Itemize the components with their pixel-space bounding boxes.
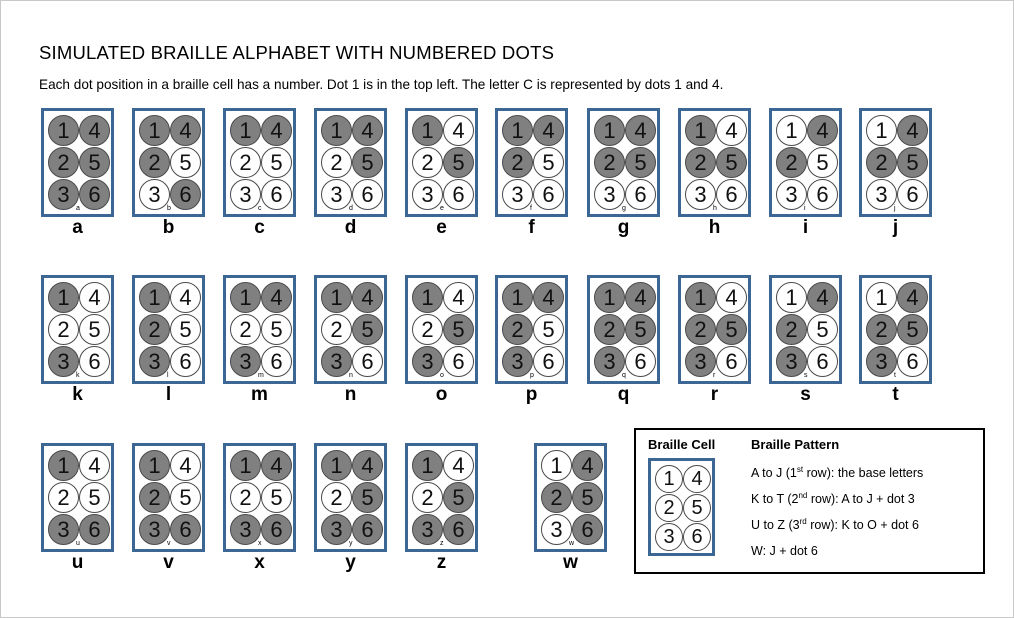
braille-dot-2: 2 — [594, 147, 625, 178]
legend-dot-2: 2 — [655, 494, 683, 522]
braille-dot-4: 4 — [79, 115, 110, 146]
legend-dot-6: 6 — [683, 523, 711, 551]
braille-dot-2: 2 — [685, 147, 716, 178]
braille-dot-4: 4 — [533, 282, 564, 313]
braille-dot-3: 3 — [230, 514, 261, 545]
braille-cell-v — [132, 443, 205, 552]
braille-dot-6: 6 — [261, 179, 292, 210]
braille-dot-2: 2 — [321, 482, 352, 513]
legend-row-text: W: J + dot 6 — [751, 544, 818, 559]
braille-dot-5: 5 — [443, 314, 474, 345]
braille-dot-1: 1 — [412, 450, 443, 481]
braille-dot-3: 3 — [321, 514, 352, 545]
braille-dot-1: 1 — [139, 282, 170, 313]
cell-small-letter: w — [569, 540, 575, 547]
braille-dot-2: 2 — [685, 314, 716, 345]
letter-label-c: c — [254, 217, 265, 238]
braille-cell-f — [495, 108, 568, 217]
legend-row-text: K to T (2 — [751, 492, 799, 507]
letter-label-a: a — [72, 217, 83, 238]
braille-dot-5: 5 — [533, 314, 564, 345]
braille-dot-5: 5 — [261, 482, 292, 513]
braille-dot-4: 4 — [897, 282, 928, 313]
letter-label-f: f — [528, 217, 535, 238]
legend-row — [751, 465, 923, 480]
cell-small-letter: y — [349, 540, 353, 547]
letter-label-i: i — [802, 217, 809, 238]
braille-dot-1: 1 — [412, 115, 443, 146]
cell-small-letter: a — [76, 205, 80, 212]
braille-dot-5: 5 — [807, 314, 838, 345]
braille-dot-6: 6 — [170, 514, 201, 545]
braille-dot-4: 4 — [170, 450, 201, 481]
page-subtitle: Each dot position in a braille cell has a number. Dot 1 is in the top left. The letter C is represented by dots 1 and 4. — [39, 77, 724, 92]
letter-label-u: u — [71, 552, 84, 573]
braille-dot-2: 2 — [866, 147, 897, 178]
braille-dot-5: 5 — [170, 482, 201, 513]
braille-dot-5: 5 — [443, 147, 474, 178]
braille-dot-6: 6 — [897, 346, 928, 377]
letter-label-t: t — [892, 384, 899, 405]
braille-cell-x — [223, 443, 296, 552]
braille-dot-6: 6 — [170, 179, 201, 210]
cell-small-letter: t — [894, 372, 896, 379]
braille-dot-5: 5 — [807, 147, 838, 178]
legend-row-text: row): A to J + dot 3 — [807, 492, 915, 507]
page-title: SIMULATED BRAILLE ALPHABET WITH NUMBERED DOTS — [39, 42, 555, 63]
legend-row-sup: rd — [799, 517, 807, 526]
braille-dot-5: 5 — [443, 482, 474, 513]
letter-label-y: y — [345, 552, 356, 573]
braille-dot-3: 3 — [139, 346, 170, 377]
braille-dot-4: 4 — [443, 115, 474, 146]
braille-dot-3: 3 — [139, 514, 170, 545]
braille-cell-w — [534, 443, 607, 552]
braille-dot-4: 4 — [533, 115, 564, 146]
braille-dot-4: 4 — [261, 450, 292, 481]
legend-row-text: row): K to O + dot 6 — [806, 518, 919, 533]
braille-dot-1: 1 — [139, 450, 170, 481]
braille-cell-i — [769, 108, 842, 217]
letter-label-h: h — [708, 217, 721, 238]
braille-dot-5: 5 — [352, 482, 383, 513]
braille-dot-1: 1 — [776, 282, 807, 313]
braille-dot-4: 4 — [807, 115, 838, 146]
braille-dot-3: 3 — [594, 179, 625, 210]
braille-cell-e — [405, 108, 478, 217]
braille-dot-1: 1 — [48, 282, 79, 313]
braille-dot-6: 6 — [572, 514, 603, 545]
braille-dot-6: 6 — [807, 346, 838, 377]
cell-small-letter: c — [258, 205, 262, 212]
braille-dot-1: 1 — [502, 282, 533, 313]
braille-dot-6: 6 — [625, 179, 656, 210]
braille-dot-3: 3 — [502, 179, 533, 210]
braille-cell-y — [314, 443, 387, 552]
braille-dot-5: 5 — [716, 314, 747, 345]
braille-dot-6: 6 — [79, 346, 110, 377]
braille-dot-2: 2 — [230, 482, 261, 513]
braille-dot-6: 6 — [897, 179, 928, 210]
braille-dot-5: 5 — [79, 482, 110, 513]
legend-dot-1: 1 — [655, 465, 683, 493]
letter-label-q: q — [617, 384, 630, 405]
braille-dot-6: 6 — [716, 346, 747, 377]
braille-dot-3: 3 — [321, 346, 352, 377]
braille-dot-6: 6 — [716, 179, 747, 210]
braille-cell-d — [314, 108, 387, 217]
braille-dot-5: 5 — [625, 314, 656, 345]
braille-cell-o — [405, 275, 478, 384]
cell-small-letter: n — [349, 372, 353, 379]
braille-dot-1: 1 — [594, 115, 625, 146]
braille-dot-2: 2 — [321, 147, 352, 178]
cell-small-letter: l — [167, 372, 169, 379]
cell-small-letter: k — [76, 372, 80, 379]
braille-dot-4: 4 — [79, 282, 110, 313]
braille-cell-k — [41, 275, 114, 384]
braille-dot-1: 1 — [502, 115, 533, 146]
braille-dot-3: 3 — [230, 179, 261, 210]
braille-dot-1: 1 — [594, 282, 625, 313]
braille-dot-1: 1 — [685, 115, 716, 146]
cell-small-letter: b — [167, 205, 171, 212]
legend-pattern-heading: Braille Pattern — [751, 437, 840, 452]
braille-dot-2: 2 — [412, 482, 443, 513]
braille-cell-q — [587, 275, 660, 384]
braille-dot-3: 3 — [541, 514, 572, 545]
braille-dot-1: 1 — [48, 450, 79, 481]
braille-dot-6: 6 — [79, 179, 110, 210]
braille-dot-1: 1 — [866, 282, 897, 313]
braille-cell-l — [132, 275, 205, 384]
braille-dot-3: 3 — [866, 179, 897, 210]
braille-dot-5: 5 — [352, 147, 383, 178]
braille-dot-5: 5 — [170, 314, 201, 345]
braille-dot-1: 1 — [48, 115, 79, 146]
braille-dot-6: 6 — [533, 179, 564, 210]
letter-label-v: v — [163, 552, 174, 573]
braille-dot-1: 1 — [776, 115, 807, 146]
letter-label-x: x — [254, 552, 265, 573]
braille-dot-1: 1 — [321, 450, 352, 481]
braille-dot-3: 3 — [776, 346, 807, 377]
legend-row-sup: nd — [798, 491, 808, 500]
braille-dot-6: 6 — [170, 346, 201, 377]
legend-braille-cell — [648, 458, 715, 556]
braille-dot-1: 1 — [230, 282, 261, 313]
braille-dot-6: 6 — [625, 346, 656, 377]
braille-dot-2: 2 — [776, 314, 807, 345]
letter-label-o: o — [435, 384, 448, 405]
braille-dot-3: 3 — [230, 346, 261, 377]
cell-small-letter: s — [804, 372, 808, 379]
braille-dot-5: 5 — [261, 147, 292, 178]
braille-dot-2: 2 — [48, 314, 79, 345]
braille-dot-6: 6 — [443, 179, 474, 210]
braille-dot-2: 2 — [48, 147, 79, 178]
braille-dot-3: 3 — [685, 346, 716, 377]
braille-dot-1: 1 — [321, 115, 352, 146]
braille-dot-4: 4 — [897, 115, 928, 146]
braille-dot-2: 2 — [139, 147, 170, 178]
letter-label-j: j — [892, 217, 899, 238]
braille-dot-1: 1 — [230, 115, 261, 146]
braille-dot-2: 2 — [776, 147, 807, 178]
braille-dot-4: 4 — [352, 115, 383, 146]
braille-dot-4: 4 — [625, 282, 656, 313]
cell-small-letter: x — [258, 540, 262, 547]
cell-small-letter: h — [713, 205, 717, 212]
braille-cell-c — [223, 108, 296, 217]
braille-cell-n — [314, 275, 387, 384]
letter-label-s: s — [800, 384, 811, 405]
cell-small-letter: e — [440, 205, 444, 212]
braille-dot-1: 1 — [321, 282, 352, 313]
braille-dot-5: 5 — [170, 147, 201, 178]
braille-dot-3: 3 — [776, 179, 807, 210]
legend-dot-3: 3 — [655, 523, 683, 551]
braille-dot-4: 4 — [261, 115, 292, 146]
braille-dot-5: 5 — [261, 314, 292, 345]
braille-dot-1: 1 — [866, 115, 897, 146]
letter-label-p: p — [525, 384, 538, 405]
braille-dot-3: 3 — [321, 179, 352, 210]
letter-label-l: l — [165, 384, 172, 405]
cell-small-letter: z — [440, 540, 444, 547]
cell-small-letter: v — [167, 540, 171, 547]
braille-dot-5: 5 — [897, 147, 928, 178]
cell-small-letter: d — [349, 205, 353, 212]
braille-dot-5: 5 — [625, 147, 656, 178]
braille-dot-4: 4 — [443, 282, 474, 313]
braille-dot-4: 4 — [625, 115, 656, 146]
braille-dot-3: 3 — [412, 346, 443, 377]
braille-dot-6: 6 — [261, 346, 292, 377]
braille-dot-5: 5 — [716, 147, 747, 178]
braille-dot-6: 6 — [807, 179, 838, 210]
braille-dot-2: 2 — [502, 147, 533, 178]
cell-small-letter: i — [804, 205, 806, 212]
braille-dot-3: 3 — [412, 179, 443, 210]
legend-row — [751, 517, 919, 532]
braille-dot-1: 1 — [412, 282, 443, 313]
braille-cell-r — [678, 275, 751, 384]
braille-dot-2: 2 — [594, 314, 625, 345]
letter-label-k: k — [72, 384, 83, 405]
braille-dot-2: 2 — [48, 482, 79, 513]
braille-dot-5: 5 — [533, 147, 564, 178]
braille-dot-4: 4 — [352, 282, 383, 313]
cell-small-letter: j — [894, 205, 896, 212]
letter-label-r: r — [710, 384, 719, 405]
braille-dot-2: 2 — [139, 314, 170, 345]
braille-dot-2: 2 — [321, 314, 352, 345]
braille-dot-6: 6 — [79, 514, 110, 545]
braille-dot-3: 3 — [685, 179, 716, 210]
braille-dot-3: 3 — [594, 346, 625, 377]
braille-dot-4: 4 — [170, 115, 201, 146]
braille-cell-m — [223, 275, 296, 384]
braille-dot-2: 2 — [230, 314, 261, 345]
braille-cell-j — [859, 108, 932, 217]
braille-dot-3: 3 — [139, 179, 170, 210]
braille-dot-1: 1 — [230, 450, 261, 481]
braille-dot-3: 3 — [502, 346, 533, 377]
braille-dot-4: 4 — [170, 282, 201, 313]
braille-dot-2: 2 — [541, 482, 572, 513]
braille-dot-1: 1 — [139, 115, 170, 146]
braille-dot-4: 4 — [807, 282, 838, 313]
braille-dot-2: 2 — [866, 314, 897, 345]
braille-dot-3: 3 — [48, 179, 79, 210]
cell-small-letter: r — [713, 372, 716, 379]
braille-dot-6: 6 — [261, 514, 292, 545]
braille-dot-5: 5 — [352, 314, 383, 345]
braille-dot-5: 5 — [79, 147, 110, 178]
braille-dot-3: 3 — [412, 514, 443, 545]
letter-label-w: w — [563, 552, 578, 573]
braille-cell-t — [859, 275, 932, 384]
letter-label-n: n — [344, 384, 357, 405]
braille-cell-a — [41, 108, 114, 217]
braille-cell-z — [405, 443, 478, 552]
cell-small-letter: q — [622, 372, 626, 379]
legend-row — [751, 491, 915, 506]
legend-row-sup: st — [796, 465, 804, 474]
braille-dot-1: 1 — [685, 282, 716, 313]
braille-dot-4: 4 — [572, 450, 603, 481]
braille-cell-b — [132, 108, 205, 217]
letter-label-b: b — [162, 217, 175, 238]
legend-row-text: A to J (1 — [751, 466, 797, 481]
braille-cell-s — [769, 275, 842, 384]
braille-cell-g — [587, 108, 660, 217]
letter-label-m: m — [251, 384, 268, 405]
legend-dot-4: 4 — [683, 465, 711, 493]
braille-dot-6: 6 — [443, 514, 474, 545]
legend-dot-5: 5 — [683, 494, 711, 522]
braille-dot-1: 1 — [541, 450, 572, 481]
braille-dot-3: 3 — [48, 514, 79, 545]
legend-box — [634, 428, 985, 574]
letter-label-e: e — [436, 217, 447, 238]
braille-dot-6: 6 — [352, 514, 383, 545]
letter-label-z: z — [436, 552, 447, 573]
legend-row-text: U to Z (3 — [751, 518, 800, 533]
braille-cell-p — [495, 275, 568, 384]
braille-cell-u — [41, 443, 114, 552]
braille-dot-3: 3 — [48, 346, 79, 377]
cell-small-letter: m — [258, 372, 264, 379]
braille-dot-4: 4 — [443, 450, 474, 481]
braille-dot-5: 5 — [572, 482, 603, 513]
braille-dot-4: 4 — [79, 450, 110, 481]
braille-dot-6: 6 — [443, 346, 474, 377]
cell-small-letter: o — [440, 372, 444, 379]
braille-dot-6: 6 — [352, 179, 383, 210]
braille-dot-4: 4 — [716, 282, 747, 313]
braille-dot-6: 6 — [352, 346, 383, 377]
braille-dot-2: 2 — [412, 147, 443, 178]
braille-dot-2: 2 — [139, 482, 170, 513]
braille-dot-5: 5 — [897, 314, 928, 345]
letter-label-g: g — [617, 217, 630, 238]
cell-small-letter: p — [530, 372, 534, 379]
cell-small-letter: g — [622, 205, 626, 212]
cell-small-letter: u — [76, 540, 80, 547]
braille-dot-4: 4 — [716, 115, 747, 146]
braille-dot-6: 6 — [533, 346, 564, 377]
legend-cell-heading: Braille Cell — [648, 437, 716, 452]
braille-dot-2: 2 — [412, 314, 443, 345]
braille-cell-h — [678, 108, 751, 217]
braille-dot-2: 2 — [230, 147, 261, 178]
braille-dot-2: 2 — [502, 314, 533, 345]
legend-row-text: row): the base letters — [803, 466, 924, 481]
legend-row — [751, 543, 818, 558]
braille-dot-5: 5 — [79, 314, 110, 345]
cell-small-letter: f — [530, 205, 532, 212]
braille-dot-4: 4 — [352, 450, 383, 481]
letter-label-d: d — [344, 217, 357, 238]
braille-dot-4: 4 — [261, 282, 292, 313]
braille-dot-3: 3 — [866, 346, 897, 377]
